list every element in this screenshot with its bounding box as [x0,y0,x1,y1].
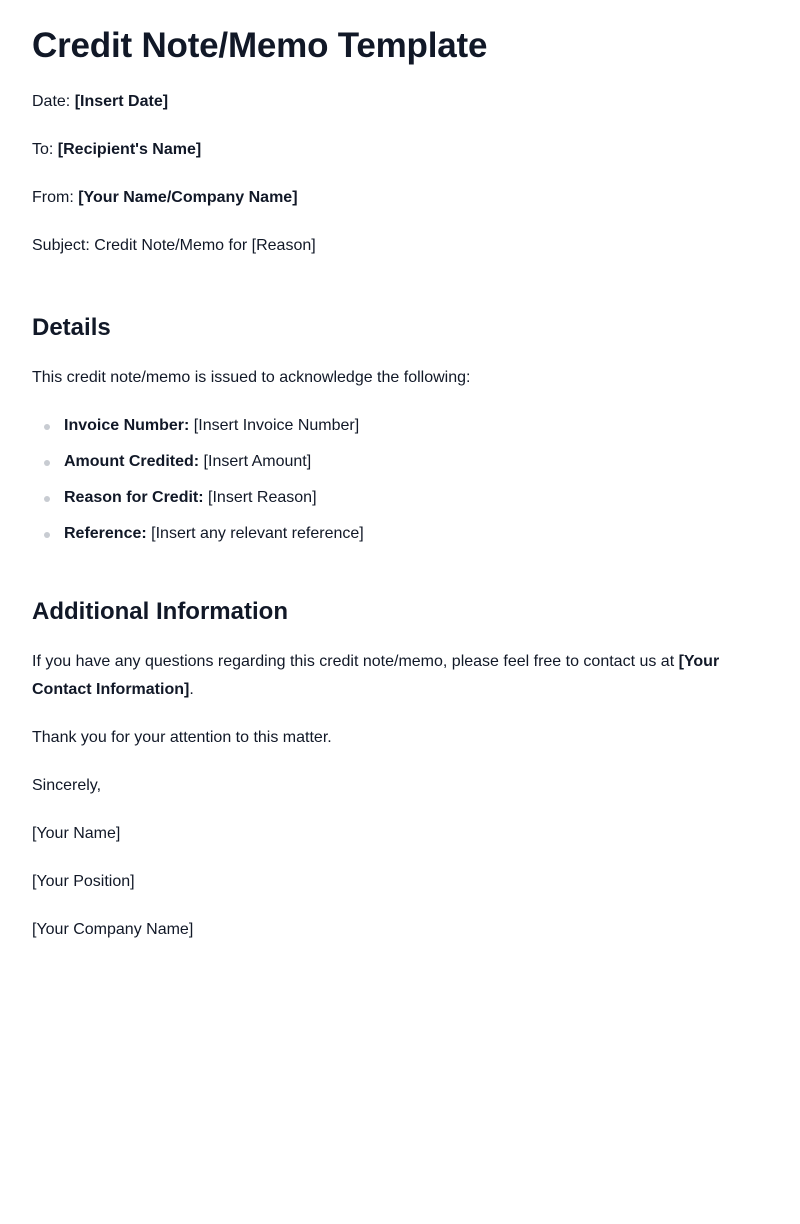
contact-text: If you have any questions regarding this credit note/memo, please feel free to contact us at [32,653,679,670]
thank-you-paragraph: Thank you for your attention to this matter. [32,729,332,746]
item-value: [Insert any relevant reference] [146,525,364,542]
item-label: Invoice Number: [64,417,190,434]
date-value: [Insert Date] [74,93,169,110]
list-item [32,414,768,438]
item-label: Reason for Credit: [64,489,204,506]
list-item [32,486,768,510]
from-line [32,186,768,210]
bullet-icon [44,532,50,538]
list-item [32,522,768,546]
item-value: [Insert Reason] [203,489,317,506]
subject-line: Subject: Credit Note/Memo for [Reason] [32,237,316,254]
document-page [0,24,800,944]
details-intro: This credit note/memo is issued to acknowledge the following: [32,369,471,386]
contact-paragraph [32,648,768,704]
to-label: To: [32,141,58,158]
item-value: [Insert Amount] [199,453,312,470]
list-item [32,450,768,474]
contact-end: . [189,681,194,698]
date-line [32,90,768,114]
additional-info-heading: Additional Information [32,598,288,625]
details-list [32,414,768,546]
to-line [32,138,768,162]
signature-position: [Your Position] [32,873,135,890]
date-label: Date: [32,93,75,110]
signature-company: [Your Company Name] [32,921,194,938]
page-title: Credit Note/Memo Template [32,26,488,65]
bullet-icon [44,424,50,430]
bullet-icon [44,496,50,502]
closing-line: Sincerely, [32,777,102,794]
from-value: [Your Name/Company Name] [78,189,298,206]
item-label: Reference: [64,525,147,542]
signature-name: [Your Name] [32,825,121,842]
item-label: Amount Credited: [64,453,200,470]
details-heading: Details [32,314,111,341]
from-label: From: [32,189,79,206]
bullet-icon [44,460,50,466]
item-value: [Insert Invoice Number] [189,417,360,434]
contact-value: [Your Contact Information] [32,653,720,698]
to-value: [Recipient's Name] [57,141,202,158]
